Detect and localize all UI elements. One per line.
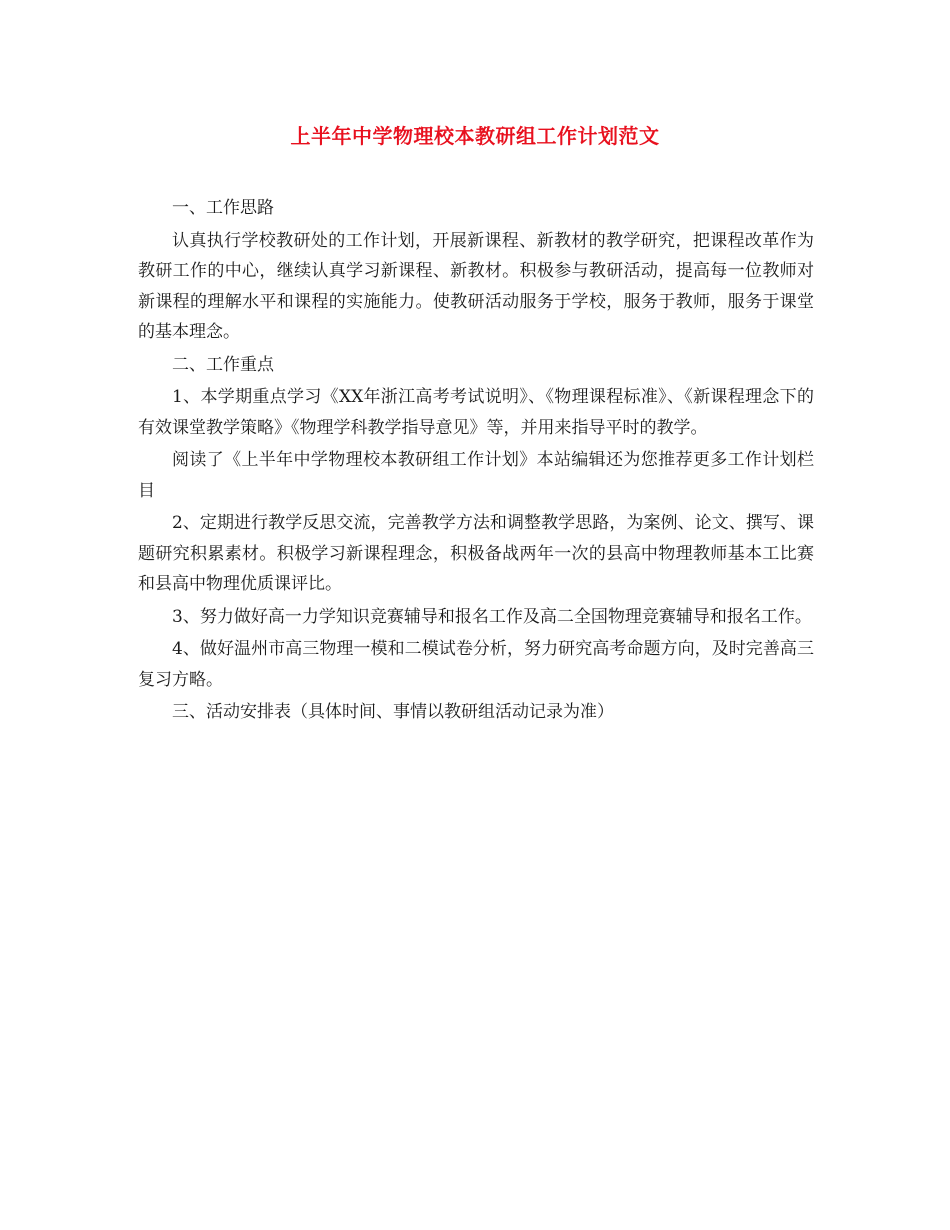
paragraph-focus-item-4: 4、做好温州市高三物理一模和二模试卷分析，努力研究高考命题方向，及时完善高三复习方略。 <box>138 639 814 690</box>
paragraph-work-approach: 认真执行学校教研处的工作计划，开展新课程、新教材的教学研究，把课程改革作为教研工作的中心，继续认真学习新课程、新教材。积极参与教研活动，提高每一位教师对新课程的理解水平和课程的实施能力。使教研活动服务于学校，服务于教师，服务于课堂的基本理念。 <box>138 230 814 342</box>
heading-work-approach: 一、工作思路 <box>172 198 274 218</box>
paragraph-site-note: 阅读了《上半年中学物理校本教研组工作计划》本站编辑还为您推荐更多工作计划栏目 <box>138 450 814 501</box>
document-title: 上半年中学物理校本教研组工作计划范文 <box>290 124 660 148</box>
document-body <box>138 193 814 730</box>
paragraph-focus-item-1: 1、本学期重点学习《XX年浙江高考考试说明》、《物理课程标准》、《新课程理念下的有效课堂教学策略》《物理学科教学指导意见》等，并用来指导平时的教学。 <box>138 387 814 438</box>
heading-activity-schedule: 三、活动安排表（具体时间、事情以教研组活动记录为准） <box>172 702 614 722</box>
heading-work-focus: 二、工作重点 <box>172 354 274 375</box>
paragraph-focus-item-2: 2、定期进行教学反思交流，完善教学方法和调整教学思路，为案例、论文、撰写、课题研究积累素材。积极学习新课程理念，积极备战两年一次的县高中物理教师基本工比赛和县高中物理优质课评比。 <box>138 513 814 594</box>
paragraph-focus-item-3: 3、努力做好高一力学知识竞赛辅导和报名工作及高二全国物理竞赛辅导和报名工作。 <box>172 606 812 627</box>
